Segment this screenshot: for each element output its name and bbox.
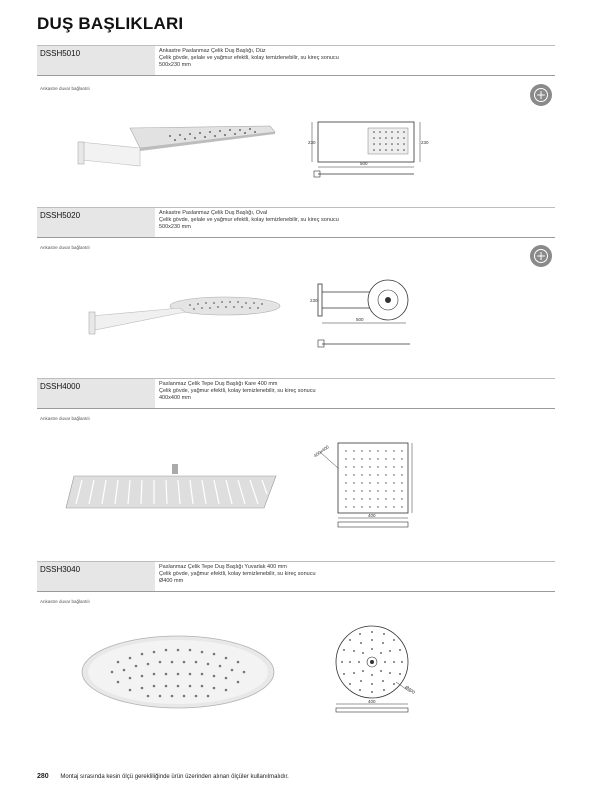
divider xyxy=(37,591,555,592)
product-photo-dssh3040 xyxy=(78,632,278,712)
expand-plus-icon[interactable] xyxy=(530,245,552,267)
product-photo-dssh4000 xyxy=(62,462,282,514)
description-line: Çelik gövde, yağmur efektli, kolay temizlenebilir, su kireç sonucu xyxy=(159,571,316,577)
product-note: Ankastre duvar bağlantılı xyxy=(40,86,90,91)
description-line: 500x230 mm xyxy=(159,62,191,68)
product-code: DSSH5020 xyxy=(37,208,155,238)
dimension-label: 500 xyxy=(360,161,368,166)
technical-drawing-dssh5010 xyxy=(308,118,428,180)
description-line: 400x400 mm xyxy=(159,395,191,401)
expand-plus-icon[interactable] xyxy=(530,84,552,106)
description-line: Çelik gövde, şelale ve yağmur efektli, kolay temizlenebilir, su kireç sonucu xyxy=(159,217,339,223)
description-line: Ø400 mm xyxy=(159,578,184,584)
product-description xyxy=(157,562,555,592)
description-line: Paslanmaz Çelik Tepe Duş Başlığı Kare 400 mm xyxy=(159,381,278,387)
product-code: DSSH4000 xyxy=(37,379,155,409)
divider xyxy=(37,75,555,76)
dimension-label: 400 xyxy=(368,699,376,704)
footer-note: Montaj sırasında kesin ölçü gerekliliğinde ürün üzerinden alınan ölçüler kullanılmalıdır. xyxy=(60,774,289,780)
dimension-label: Ø400 xyxy=(404,684,417,695)
dimension-label: 230 xyxy=(310,298,318,303)
product-row-dssh5010 xyxy=(37,46,555,76)
product-row-dssh4000 xyxy=(37,379,555,409)
product-description xyxy=(157,46,555,76)
description-line: Ankastre Paslanmaz Çelik Duş Başlığı, Oval xyxy=(159,210,268,216)
product-description xyxy=(157,208,555,238)
page-title: DUŞ BAŞLIKLARI xyxy=(37,14,184,33)
product-description xyxy=(157,379,555,409)
technical-drawing-dssh3040 xyxy=(328,622,420,717)
divider xyxy=(37,237,555,238)
description-line: Çelik gövde, şelale ve yağmur efektli, kolay temizlenebilir, su kireç sonucu xyxy=(159,55,339,61)
dimension-label: 230 xyxy=(421,140,429,145)
product-photo-dssh5020 xyxy=(85,290,285,345)
product-code: DSSH5010 xyxy=(37,46,155,76)
page-number: 280 xyxy=(37,773,49,780)
dimension-label: 230 xyxy=(308,140,316,145)
product-note: Ankastre duvar bağlantılı xyxy=(40,599,90,604)
product-row-dssh5020 xyxy=(37,208,555,238)
product-row-dssh3040 xyxy=(37,562,555,592)
technical-drawing-dssh4000 xyxy=(308,438,418,533)
divider xyxy=(37,408,555,409)
product-note: Ankastre duvar bağlantılı xyxy=(40,245,90,250)
description-line: Çelik gövde, yağmur efektli, kolay temizlenebilir, su kireç sonucu xyxy=(159,388,316,394)
page-footer xyxy=(37,773,289,780)
product-photo-dssh5010 xyxy=(70,118,280,178)
description-line: Ankastre Paslanmaz Çelik Duş Başlığı, Düz xyxy=(159,48,266,54)
product-code: DSSH3040 xyxy=(37,562,155,592)
dimension-label: 500 xyxy=(356,317,364,322)
technical-drawing-dssh5020 xyxy=(310,278,425,358)
dimension-label: 400 xyxy=(368,513,376,518)
product-note: Ankastre duvar bağlantılı xyxy=(40,416,90,421)
dimension-label: 400x400 xyxy=(312,444,330,459)
description-line: Paslanmaz Çelik Tepe Duş Başlığı Yuvarlak 400 mm xyxy=(159,564,287,570)
description-line: 500x230 mm xyxy=(159,224,191,230)
